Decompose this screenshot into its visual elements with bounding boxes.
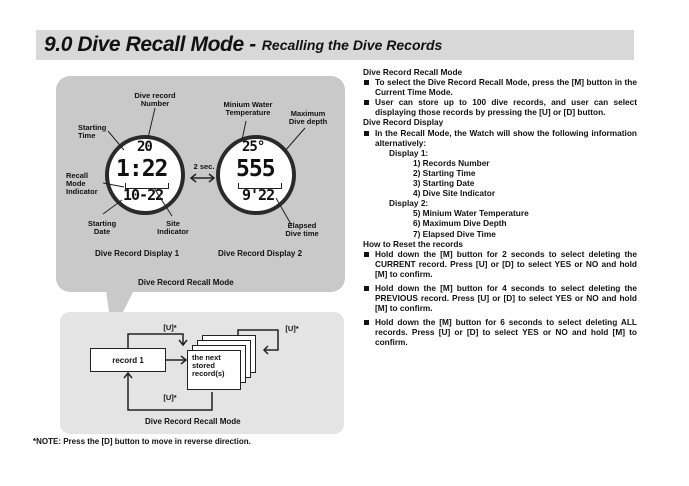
- heading-record-display: Dive Record Display: [363, 117, 444, 128]
- display-2-label: Display 2:: [389, 198, 429, 209]
- instructions-column: [363, 67, 637, 348]
- display-1-item: 4) Dive Site Indicator: [413, 188, 496, 199]
- watch2-min-temp: 25°: [242, 139, 265, 155]
- flow-u-label-top: [U]*: [163, 323, 177, 332]
- bullet-reset-previous: Hold down the [M] button for 4 seconds to select deleting the PREVIOUS record. Press [U] or [D] to select YES or NO and hold [M] to confirm.: [363, 283, 637, 313]
- heading-recall-mode: Dive Record Recall Mode: [363, 67, 463, 77]
- bullet-store-records: User can store up to 100 dive records, and user can select displaying those records by pressing the [U] or [D] button.: [363, 97, 637, 117]
- reverse-direction-note: *NOTE: Press the [D] button to move in reverse direction.: [33, 437, 251, 446]
- label-starting-time: Starting Time: [78, 123, 107, 140]
- flow-next-records-box: the next stored record(s): [187, 350, 241, 390]
- bullet-reset-current: Hold down the [M] button for 2 seconds to select deleting the CURRENT record. Press [U] or [D] to select YES or NO and hold [M] to confirm.: [363, 249, 637, 279]
- display-2-item: 5) Minium Water Temperature: [413, 208, 529, 219]
- display-1-item: 1) Records Number: [413, 157, 490, 168]
- display-1-item: 3) Starting Date: [413, 178, 475, 189]
- label-dive-record-number: Dive record Number: [134, 91, 176, 108]
- label-starting-date: Starting Date: [87, 219, 117, 236]
- label-elapsed-dive-time: Elapsed Dive time: [285, 221, 319, 238]
- caption-display-2: Dive Record Display 2: [218, 249, 303, 258]
- label-site-indicator: Site Indicator: [157, 219, 189, 236]
- flow-record-1-box: record 1: [90, 348, 166, 372]
- label-two-seconds: 2 sec.: [193, 162, 215, 171]
- label-recall-mode-indicator: Recall Mode Indicator: [66, 171, 98, 196]
- bullet-select-mode: To select the Dive Record Recall Mode, press the [M] button in the Current Time Mode.: [363, 77, 637, 97]
- watch-display-2: [216, 135, 296, 215]
- watch1-record-number: 20: [137, 139, 152, 155]
- label-min-water-temp: Minium Water Temperature: [223, 100, 273, 117]
- flow-caption: Dive Record Recall Mode: [145, 417, 241, 426]
- caption-recall-mode: Dive Record Recall Mode: [138, 278, 234, 287]
- label-max-dive-depth: Maximum Dive depth: [288, 109, 328, 126]
- flow-u-label-right: [U]*: [285, 324, 299, 333]
- section-title-bar: [36, 30, 634, 60]
- heading-reset-records: How to Reset the records: [363, 238, 464, 249]
- bullet-reset-all: Hold down the [M] button for 6 seconds to select deleting ALL records. Press [U] or [D] to select YES or NO and hold [M] to confirm.: [363, 317, 637, 347]
- watch2-elapsed-time: 9'22: [242, 186, 275, 204]
- display-1-label: Display 1:: [389, 147, 429, 158]
- watch1-start-date: 10-22: [123, 186, 164, 204]
- section-subtitle: Recalling the Dive Records: [261, 37, 443, 53]
- bullet-recall-info: In the Recall Mode, the Watch will show the following information alternatively:: [363, 128, 637, 148]
- watch2-max-depth: 555: [236, 156, 275, 182]
- watch1-indicator-bar: [125, 183, 169, 189]
- watch1-start-time: 1:22: [116, 156, 168, 182]
- caption-display-1: Dive Record Display 1: [95, 249, 180, 258]
- display-2-item: 7) Elapsed Dive Time: [413, 228, 496, 239]
- watch2-indicator-bar: [238, 183, 282, 189]
- section-title: 9.0 Dive Recall Mode -: [44, 33, 256, 56]
- flow-u-label-bottom: [U]*: [163, 393, 177, 402]
- display-1-item: 2) Starting Time: [413, 167, 476, 178]
- display-2-item: 6) Maximum Dive Depth: [413, 218, 507, 229]
- watch-display-1: [105, 135, 185, 215]
